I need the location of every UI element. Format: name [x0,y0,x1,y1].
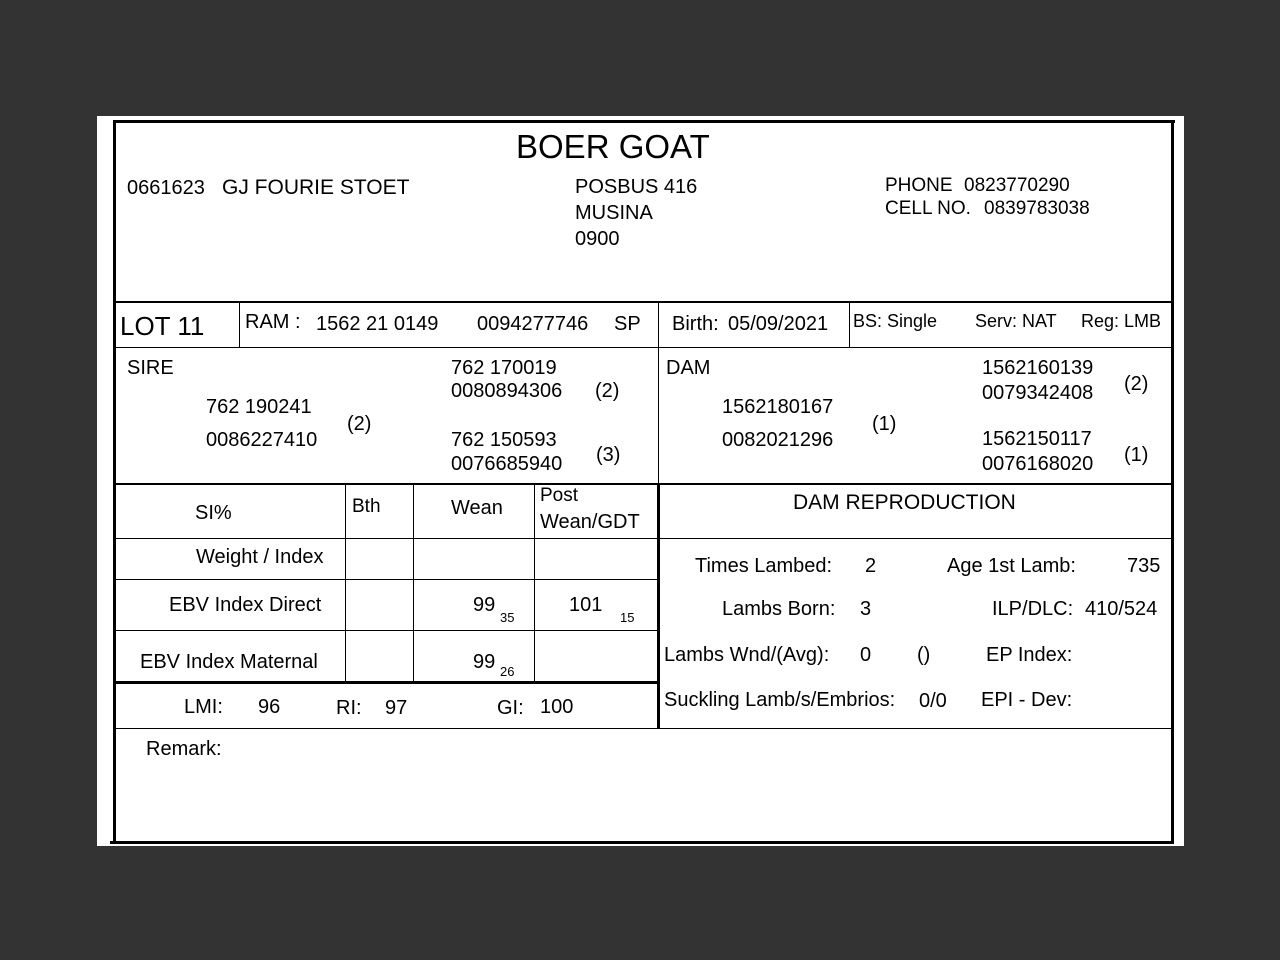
direct-post-accuracy: 15 [620,610,635,625]
divider-pedigree [113,483,1174,485]
header-post: Post [540,485,579,506]
dam-id: 1562180167 [722,396,834,418]
cell-number: 0839783038 [984,198,1090,219]
lambs-weaned-value: 0 [860,644,872,666]
dam-reproduction-title: DAM REPRODUCTION [793,491,1016,514]
divider-birth-bs [849,302,850,348]
divider-center-top [658,302,659,484]
address-line-2: MUSINA [575,202,653,224]
dam-dam-id: 1562150117 [982,428,1092,450]
ri-value: 97 [385,697,408,719]
direct-wean-value: 99 [473,594,496,616]
remark-label: Remark: [146,738,222,760]
sire-sire-mark: (2) [595,380,620,402]
divider-col-wean [413,484,414,683]
divider-center-bottom [657,484,660,729]
lot-number: LOT 11 [120,311,205,341]
breeder-code: 0661623 [127,177,205,199]
row-weight-index: Weight / Index [196,546,324,568]
sire-number: 0086227410 [206,429,318,451]
direct-post-value: 101 [569,594,603,616]
header-wean: Wean [451,497,503,519]
row-ebv-direct: EBV Index Direct [169,594,322,616]
epi-dev-label: EPI - Dev: [981,689,1073,711]
sire-dam-number: 0076685940 [451,453,563,475]
lot-card [97,116,1184,846]
dam-dam-number: 0076168020 [982,453,1094,475]
divider-lot [113,347,1174,348]
gi-label: GI: [497,697,524,719]
times-lambed-value: 2 [865,555,877,577]
divider-maternal [113,681,658,684]
lambs-born-value: 3 [860,598,872,620]
row-ebv-maternal: EBV Index Maternal [140,651,318,673]
header-wean-gdt: Wean/GDT [540,511,640,533]
header-si-percent: SI% [195,502,232,524]
age-first-lamb-label: Age 1st Lamb: [947,555,1076,577]
times-lambed-label: Times Lambed: [695,555,833,577]
maternal-wean-value: 99 [473,651,496,673]
divider-lot-ram [239,302,240,348]
divider-remark [113,728,1174,729]
phone-label: PHONE [885,175,953,196]
sire-mark: (2) [347,413,372,435]
dam-mark: (1) [872,413,897,435]
address-line-3: 0900 [575,228,620,250]
maternal-wean-accuracy: 26 [500,664,515,679]
lambs-weaned-avg: () [917,644,931,666]
sire-id: 762 190241 [206,396,312,418]
header-birth: Bth [352,496,381,517]
age-first-lamb-value: 735 [1127,555,1161,577]
divider-col-post [534,484,535,683]
divider-direct [113,630,658,631]
dam-dam-mark: (1) [1124,444,1149,466]
ilp-dlc-label: ILP/DLC: [992,598,1074,620]
divider-perf-header [113,538,658,539]
dam-sire-number: 0079342408 [982,382,1094,404]
dam-sire-mark: (2) [1124,373,1149,395]
sire-dam-mark: (3) [596,444,621,466]
dam-sire-id: 1562160139 [982,357,1094,379]
lmi-value: 96 [258,696,281,718]
breeder-name: GJ FOURIE STOET [222,176,410,199]
birth-date: 05/09/2021 [728,313,829,335]
divider-header [113,301,1174,303]
registration: Reg: LMB [1081,311,1162,331]
card-title: BOER GOAT [516,128,710,165]
lambs-weaned-label: Lambs Wnd/(Avg): [664,644,830,666]
gi-value: 100 [540,696,574,718]
border-right [1171,120,1174,844]
border-left [113,120,116,844]
animal-code: SP [614,313,641,335]
border-top [113,120,1175,123]
ep-index-label: EP Index: [986,644,1073,666]
animal-number: 0094277746 [477,313,589,335]
suckling-label: Suckling Lamb/s/Embrios: [664,689,896,711]
lmi-label: LMI: [184,696,223,718]
phone-number: 0823770290 [964,175,1070,196]
lambs-born-label: Lambs Born: [722,598,836,620]
birth-status: BS: Single [853,311,938,331]
animal-id: 1562 21 0149 [316,313,439,335]
sire-sire-id: 762 170019 [451,357,557,379]
sire-label: SIRE [127,357,174,379]
ri-label: RI: [336,697,362,719]
divider-col-bth [345,484,346,683]
divider-weight [113,579,658,580]
border-bottom [110,841,1172,844]
dam-label: DAM [666,357,711,379]
dam-number: 0082021296 [722,429,834,451]
sire-sire-number: 0080894306 [451,380,563,402]
sire-dam-id: 762 150593 [451,429,557,451]
address-line-1: POSBUS 416 [575,176,698,198]
divider-repro-header [658,538,1174,539]
suckling-value: 0/0 [919,690,947,712]
birth-label: Birth: [672,313,719,335]
service-type: Serv: NAT [975,311,1057,331]
animal-sex-label: RAM : [245,311,301,333]
direct-wean-accuracy: 35 [500,610,515,625]
ilp-dlc-value: 410/524 [1085,598,1158,620]
cell-label: CELL NO. [885,198,971,219]
